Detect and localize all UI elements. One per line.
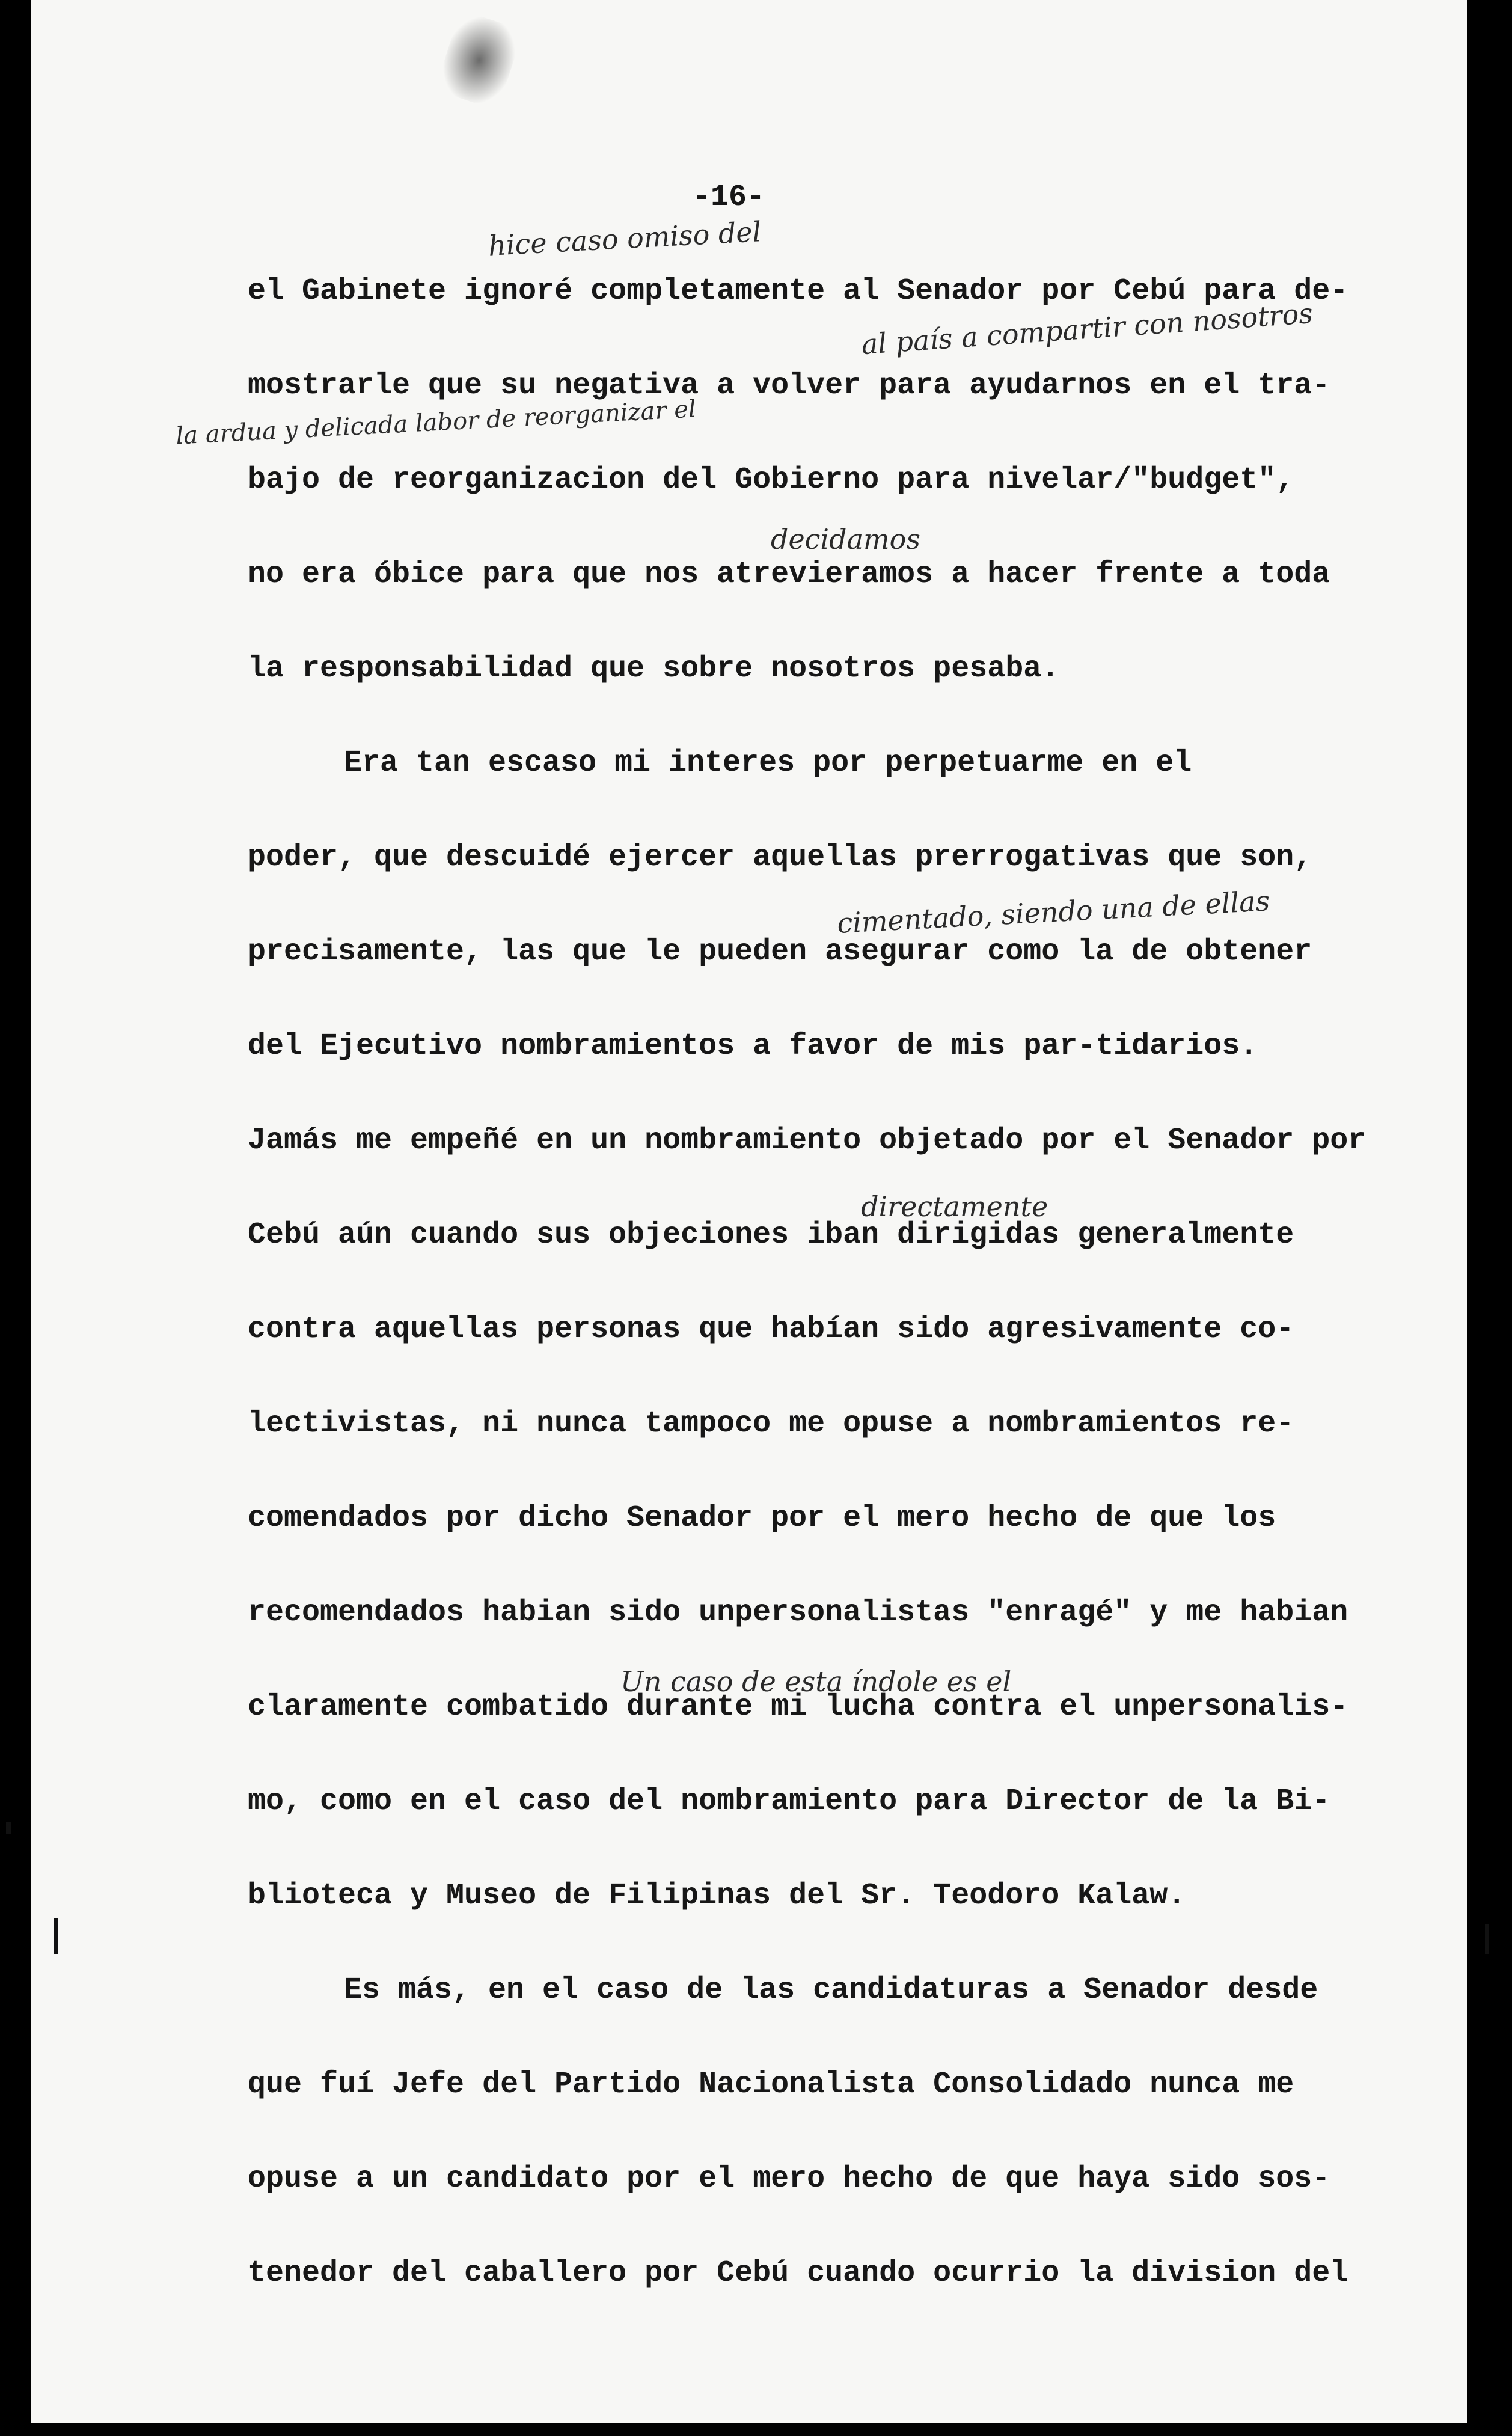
text-line: comendados por dicho Senador por el mero hecho de que los — [248, 1501, 1276, 1535]
text-line: mostrarle que su negativa a volver para ayudarnos en el tra- — [248, 369, 1330, 403]
handwritten-note: hice caso omiso del — [487, 215, 762, 262]
text-line: la responsabilidad que sobre nosotros pesaba. — [248, 652, 1060, 686]
text-line: tenedor del caballero por Cebú cuando ocurrio la division del — [248, 2256, 1348, 2291]
text-line: el Gabinete ignoré completamente al Senador por Cebú para de- — [248, 274, 1348, 308]
text-line: que fuí Jefe del Partido Nacionalista Consolidado nunca me — [248, 2067, 1294, 2102]
text-line: blioteca y Museo de Filipinas del Sr. Teodoro Kalaw. — [248, 1879, 1186, 1913]
handwritten-note: directamente — [861, 1190, 1048, 1223]
text-line: opuse a un candidato por el mero hecho de que haya sido sos- — [248, 2162, 1330, 2196]
text-line: bajo de reorganizacion del Gobierno para nivelar/"budget", — [248, 463, 1294, 497]
typed-text — [248, 274, 1426, 2350]
stray-mark — [54, 1918, 58, 1954]
text-line: recomendados habian sido unpersonalistas "enragé" y me habian — [248, 1596, 1348, 1630]
handwritten-note: al país a compartir con nosotros — [860, 296, 1314, 361]
text-line: contra aquellas personas que habían sido agresivamente co- — [248, 1312, 1294, 1347]
ink-smudge — [435, 10, 524, 110]
text-line: poder, que descuidé ejercer aquellas prerrogativas que son, — [248, 840, 1312, 875]
text-line: Cebú aún cuando sus objeciones iban dirigidas generalmente — [248, 1218, 1294, 1252]
handwritten-note: la ardua y delicada labor de reorganizar el — [175, 395, 697, 450]
text-line: precisamente, las que le pueden asegurar como la de obtener — [248, 935, 1312, 969]
text-line: claramente combatido durante mi lucha contra el unpersonalis- — [248, 1690, 1348, 1724]
text-line: del Ejecutivo nombramientos a favor de mis par-tidarios. — [248, 1029, 1258, 1063]
text-line: Jamás me empeñé en un nombramiento objetado por el Senador por — [248, 1124, 1367, 1158]
text-line: lectivistas, ni nunca tampoco me opuse a nombramientos re- — [248, 1407, 1294, 1441]
handwritten-note: cimentado, siendo una de ellas — [836, 884, 1271, 940]
text-line: no era óbice para que nos atrevieramos a hacer frente a toda — [248, 557, 1330, 592]
text-line: Era tan escaso mi interes por perpetuarme en el — [344, 746, 1192, 780]
document-page — [31, 0, 1467, 2423]
text-line: Es más, en el caso de las candidaturas a Senador desde — [344, 1973, 1318, 2007]
text-line: mo, como en el caso del nombramiento para Director de la Bi- — [248, 1784, 1330, 1819]
stray-mark — [6, 1822, 11, 1834]
handwritten-note: Un caso de esta índole es el — [620, 1665, 1012, 1698]
stray-mark — [1485, 1924, 1489, 1954]
handwritten-note: decidamos — [771, 523, 920, 555]
page-number: -16- — [693, 180, 765, 215]
